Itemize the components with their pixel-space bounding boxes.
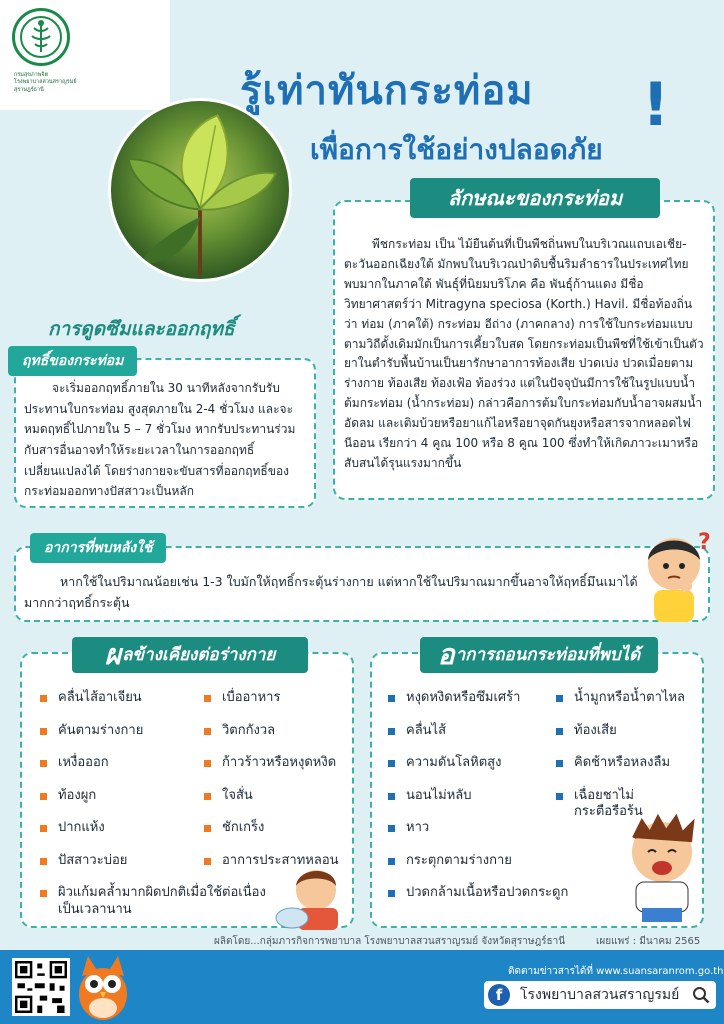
owl-mascot-icon [74, 950, 132, 1022]
side-effects-heading-initial: ผ [104, 638, 122, 671]
footer-date: เผยแพร่ : มีนาคม 2565 [596, 936, 701, 947]
list-item: เฉื่อยชาไม่กระตือรือร้น [556, 788, 702, 821]
list-item: ปวดกล้ามเนื้อหรือปวดกระดูก [388, 885, 608, 918]
withdrawal-list-2 [556, 690, 702, 820]
sick-kid-illustration [270, 860, 350, 930]
list-item: น้ำมูกหรือน้ำตาไหล [556, 690, 702, 723]
withdrawal-heading-rest: าการถอนกระท่อมที่พบได้ [455, 645, 641, 665]
page-title: รู้เท่าทันกระท่อม [240, 68, 534, 114]
list-item: ความดันโลหิตสูง [388, 755, 556, 788]
ministry-text: กรมสุขภาพจิต โรงพยาบาลสวนสราญรมย์ สุราษฎร์ธานี [14, 72, 77, 93]
list-item: อาการประสาทหลอน [204, 853, 352, 886]
list-item: กระตุกตามร่างกาย [388, 853, 556, 886]
withdrawal-list-1 [388, 690, 569, 918]
traits-text: พืชกระท่อม เป็น ไม้ยืนต้นที่เป็นพืชถิ่นพบในบริเวณแถบเอเชีย-ตะวันออกเฉียงใต้ มักพบในบริเวณป่าดิบชื้นริมลำธารในประเทศไทยพบมากในภาคใต้ พันธุ์ที่นิยมบริโภค คือ พันธุ์ก้านแดง มีชื่อวิทยาศาสตร์ว่า Mitragyna speciosa (Korth.) Havil. มีชื่อท้องถิ่นว่า ท่อม (ภาคใต้) กระท่อม อีถ่าง (ภาคกลาง) การใช้ใบกระท่อมแบบตามวิถีดั้งเดิมมักเป็นการเคี้ยวใบสด โดยกระท่อมเป็นพืชที่ใช้เข้าเป็นตัวยาในตำรับพื้นบ้านเป็นยารักษาอาการท้องเสีย ปวดเบ่ง ปวดเมื่อยตามร่างกาย ท้องเสีย ท้องเฟ้อ ท้องร่วง แต่ในปัจจุบันมีการใช้ในรูปแบบน้ำต้มกระท่อม (น้ำกระท่อม) กล่าวคือการต้มใบกระท่อมกับน้ำอาจผสมน้ำอัดลม และเติมบ้วยหรือยาแก้ไอหรือยาจุดกันยุงหรือสารจากหลอดไฟนีออน เรียกว่า 4 คูณ 100 หรือ 8 คูณ 100 ซึ่งทำให้เกิดภาวะเมาหรือสับสนได้รุนแรงมากขึ้น [344, 237, 704, 470]
question-mark-icon: ? [698, 530, 711, 555]
absorption-heading: ฤทธิ์ของกระท่อม [8, 346, 137, 376]
list-item: เหงื่อออก [40, 755, 200, 788]
list-item: นอนไม่หลับ [388, 788, 556, 821]
thinking-kid-illustration [636, 524, 718, 624]
list-item: ชักเกร็ง [204, 820, 352, 853]
list-item: ปากแห้ง [40, 820, 200, 853]
absorption-text: จะเริ่มออกฤทธิ์ภายใน 30 นาทีหลังจากรับรับประทานใบกระท่อม สูงสุดภายใน 2-4 ชั่วโมง และจะหมดฤทธิ์ไปภายใน 5 – 7 ชั่วโมง หากรับประทานร่วมกับสารอื่นอาจทำให้ระยะเวลาในการออกฤทธิ์เปลี่ยนแปลงได้ โดยร่างกายจะขับสารที่ออกฤทธิ์ของกระท่อมออกทางปัสสาวะเป็นหลัก [24, 381, 296, 499]
facebook-link[interactable] [484, 981, 716, 1009]
list-item: คลื่นไส้ [388, 723, 556, 756]
after-use-text: หากใช้ในปริมาณน้อยเช่น 1-3 ใบมักให้ฤทธิ์กระตุ้นร่างกาย แต่หากใช้ในปริมาณมากขึ้นอาจให้ฤทธิ์มึนเมาได้มากกว่าฤทธิ์กระตุ้น [24, 574, 638, 610]
withdrawal-heading [420, 637, 658, 673]
absorption-section-title: การดูดซึมและออกฤทธิ์ [48, 318, 235, 340]
list-item: ใจสั่น [204, 788, 352, 821]
search-icon[interactable] [692, 986, 710, 1004]
list-item: หาว [388, 820, 556, 853]
list-item: คันตามร่างกาย [40, 723, 200, 756]
crying-kid-illustration [612, 808, 712, 924]
list-item: ท้องผูก [40, 788, 200, 821]
traits-heading: ลักษณะของกระท่อม [410, 178, 660, 218]
after-use-heading: อาการที่พบหลังใช้ [30, 533, 166, 563]
side-effects-list-2 [204, 690, 352, 885]
list-item: ก้าวร้าวหรือหงุดหงิด [204, 755, 352, 788]
qr-code-icon[interactable] [12, 958, 70, 1016]
facebook-page-name: โรงพยาบาลสวนสราญรมย์ [520, 987, 680, 1003]
list-item: ปัสสาวะบ่อย [40, 853, 200, 886]
list-item: วิตกกังวล [204, 723, 352, 756]
side-effects-heading-rest: ลข้างเคียงต่อร่างกาย [122, 645, 276, 665]
ministry-emblem-icon [12, 8, 70, 66]
kratom-leaf-image [108, 98, 292, 282]
side-effects-heading [72, 637, 308, 673]
list-item: หงุดหงิดหรือซึมเศร้า [388, 690, 556, 723]
list-item: คลื่นไส้อาเจียน [40, 690, 200, 723]
title-exclamation: ! [642, 70, 670, 140]
page-subtitle: เพื่อการใช้อย่างปลอดภัย [310, 133, 603, 166]
footer-producer: ผลิตโดย...กลุ่มภารกิจการพยาบาล โรงพยาบาลสวนสราญรมย์ จังหวัดสุราษฎร์ธานี [214, 936, 566, 947]
list-item: ผิวแก้มคล้ำมากผิดปกติเมื่อใช้ต่อเนื่องเป็นเวลานาน [40, 885, 280, 918]
title-block [240, 58, 680, 172]
list-item: คิดช้าหรือหลงลืม [556, 755, 702, 788]
facebook-icon: f [488, 984, 510, 1006]
list-item: เบื่ออาหาร [204, 690, 352, 723]
follow-text: ติดตามข่าวสารได้ที่ www.suansaranrom.go.th [508, 966, 724, 977]
withdrawal-heading-initial: อ [437, 638, 455, 671]
list-item: ท้องเสีย [556, 723, 702, 756]
